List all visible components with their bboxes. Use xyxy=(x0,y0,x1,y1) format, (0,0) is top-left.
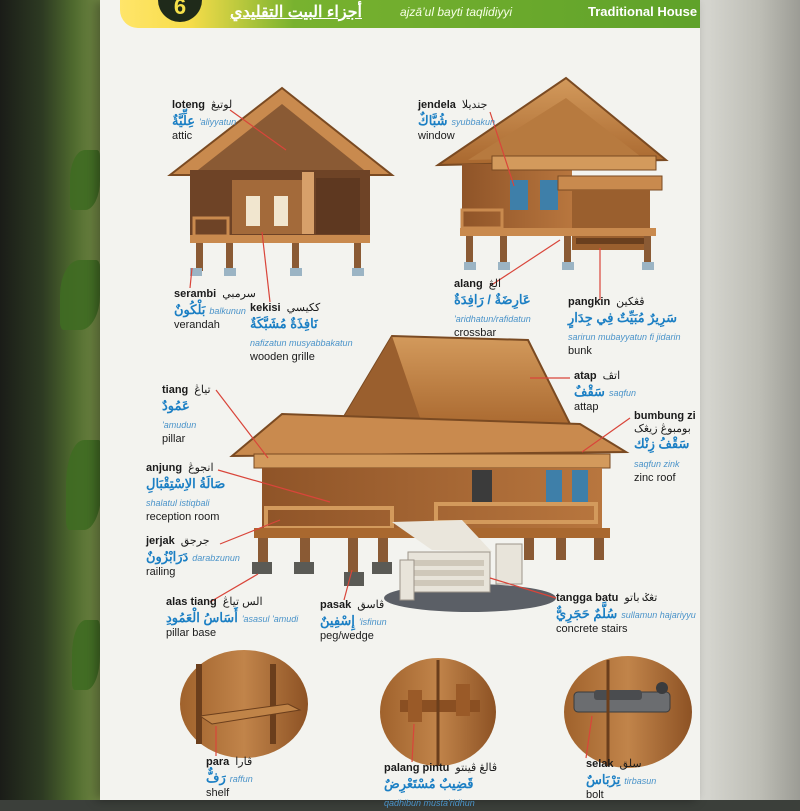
para-english: shelf xyxy=(206,787,230,800)
para-translit: raffun xyxy=(229,773,253,784)
tangga-malay: tangga batu xyxy=(556,592,619,604)
label-jerjak xyxy=(146,535,240,579)
anjung-english: reception room xyxy=(146,511,220,524)
jendela-english: window xyxy=(418,130,455,143)
selak-malay: selak xyxy=(586,758,614,770)
label-selak xyxy=(586,758,656,802)
pangkin-jawi: ڤڠكين xyxy=(616,296,645,308)
jendela-malay: jendela xyxy=(418,99,456,111)
palang-translit: qadhibun musta'ridhun xyxy=(384,798,475,809)
tiang-malay: tiang xyxy=(162,384,189,396)
selak-arabic: تِرْبَاسٌ xyxy=(586,771,621,787)
selak-translit: tirbasun xyxy=(624,775,657,786)
label-palang-pintu xyxy=(384,762,497,811)
tiang-translit: 'amudun xyxy=(162,420,197,431)
anjung-malay: anjung xyxy=(146,462,183,474)
pasak-jawi: ڤاسق xyxy=(357,599,385,611)
label-para xyxy=(206,756,253,800)
serambi-jawi: سرمبي xyxy=(222,288,256,300)
jerjak-arabic: دَرَابْزُونٌ xyxy=(146,548,189,564)
selak-english: bolt xyxy=(586,789,604,802)
label-pasak xyxy=(320,599,387,643)
serambi-english: verandah xyxy=(174,319,220,332)
jendela-arabic: شُبَّاكٌ xyxy=(418,112,448,128)
selak-jawi: سلق xyxy=(619,758,642,770)
label-anjung xyxy=(146,462,225,524)
bolt-closeup xyxy=(564,656,692,768)
serambi-malay: serambi xyxy=(174,288,217,300)
alang-english: crossbar xyxy=(454,327,497,340)
label-serambi xyxy=(174,288,256,332)
atap-translit: saqfun xyxy=(608,387,636,398)
jerjak-english: railing xyxy=(146,566,176,579)
label-loteng xyxy=(172,99,236,143)
pasak-arabic: إِسْفِينٌ xyxy=(320,612,355,628)
anjung-arabic: صَالَةُ الاِسْتِقْبَالِ xyxy=(146,475,226,491)
para-malay: para xyxy=(206,756,230,768)
label-pangkin xyxy=(568,296,681,358)
para-arabic: رَفٌّ xyxy=(206,769,226,785)
label-alas-tiang xyxy=(166,596,298,640)
alastiang-translit: 'asasul 'amudi xyxy=(241,613,299,624)
alang-jawi: الڠ xyxy=(488,278,501,290)
tangga-arabic: سُلَّمٌ حَجَرِيٌّ xyxy=(556,605,618,621)
label-kekisi xyxy=(250,302,353,364)
tiang-arabic: عَمُودٌ xyxy=(162,397,190,413)
palang-jawi: ڤالڠ ڤينتو xyxy=(455,762,498,774)
pangkin-english: bunk xyxy=(568,345,592,358)
alang-arabic: عَارِضَةٌ / رَافِدَةٌ xyxy=(454,291,531,307)
loteng-malay: loteng xyxy=(172,99,205,111)
label-alang xyxy=(454,278,531,340)
loteng-jawi: لوتيڠ xyxy=(211,99,233,111)
chapter-title-arabic: أجزاء البيت التقليدي xyxy=(230,4,362,21)
pangkin-translit: sarirun mubayyatun fi jidarin xyxy=(568,332,681,343)
alastiang-arabic: أَسَاسُ الْعَمُودِ xyxy=(166,609,238,625)
alang-malay: alang xyxy=(454,278,483,290)
label-bumbung-zink xyxy=(634,410,696,485)
label-atap xyxy=(574,370,636,414)
pasak-translit: 'isfinun xyxy=(358,616,387,627)
bumbung-translit: saqfun zink xyxy=(634,458,680,469)
kekisi-english: wooden grille xyxy=(250,351,315,364)
pasak-english: peg/wedge xyxy=(320,630,374,643)
atap-malay: atap xyxy=(574,370,597,382)
alastiang-malay: alas tiang xyxy=(166,596,217,608)
label-tiang xyxy=(162,384,211,446)
label-jendela xyxy=(418,99,495,143)
chapter-title-english: Traditional House xyxy=(588,4,698,19)
palang-malay: palang pintu xyxy=(384,762,450,774)
alastiang-english: pillar base xyxy=(166,627,217,640)
para-jawi: ڤارا xyxy=(235,756,253,768)
jendela-translit: syubbakun xyxy=(451,116,496,127)
kekisi-jawi: ككيسي xyxy=(286,302,321,314)
atap-english: attap xyxy=(574,401,599,414)
bumbung-jawi: بومبوڠ زيڠک xyxy=(634,422,691,435)
chapter-title-translit: ajzā’ul bayti taqlidiyyi xyxy=(400,5,513,19)
pangkin-malay: pangkin xyxy=(568,296,611,308)
tiang-english: pillar xyxy=(162,433,186,446)
kekisi-malay: kekisi xyxy=(250,302,281,314)
bumbung-malay: bumbung zi xyxy=(634,410,696,422)
chapter-number: 6 xyxy=(158,0,202,22)
jerjak-malay: jerjak xyxy=(146,535,175,547)
loteng-arabic: عِلِّيَّةٌ xyxy=(172,112,195,128)
serambi-arabic: بَلْكُونٌ xyxy=(174,301,206,317)
bumbung-english: zinc roof xyxy=(634,472,676,485)
kekisi-arabic: نَافِذَةٌ مُشَبَّكَةٌ xyxy=(250,315,318,331)
tiang-jawi: تياڠ xyxy=(194,384,211,396)
anjung-jawi: انجوڠ xyxy=(188,462,214,474)
alang-translit: 'aridhatun/rafidatun xyxy=(454,314,531,325)
atap-jawi: اتڤ xyxy=(602,370,621,382)
atap-arabic: سَقْفٌ xyxy=(574,383,605,399)
alastiang-jawi: الس تياڠ xyxy=(222,596,263,608)
jerjak-translit: darabzunun xyxy=(192,552,240,563)
pangkin-arabic: سَرِيرٌ مُبَيِّتٌ فِي جِدَارٍ xyxy=(568,309,678,325)
tangga-translit: sullamun hajariyyu xyxy=(621,609,696,620)
shelf-closeup xyxy=(180,650,308,758)
label-tangga-batu xyxy=(556,592,696,636)
jerjak-jawi: جرجق xyxy=(180,535,210,547)
loteng-english: attic xyxy=(172,130,193,143)
pasak-malay: pasak xyxy=(320,599,352,611)
tangga-jawi: تڠݢ باتو xyxy=(624,592,658,604)
door-bar-closeup xyxy=(380,658,496,766)
anjung-translit: shalatul istiqbali xyxy=(146,498,210,509)
serambi-translit: balkunun xyxy=(209,305,246,316)
bumbung-arabic: سَقْفُ زِنْك xyxy=(634,436,690,452)
kekisi-translit: nafizatun musyabbakatun xyxy=(250,338,353,349)
tangga-english: concrete stairs xyxy=(556,623,628,636)
loteng-translit: 'aliyyatun xyxy=(198,116,237,127)
jendela-jawi: جنديلا xyxy=(461,99,488,111)
palang-arabic: قَضِيبٌ مُسْتَعْرِضٌ xyxy=(384,775,474,791)
